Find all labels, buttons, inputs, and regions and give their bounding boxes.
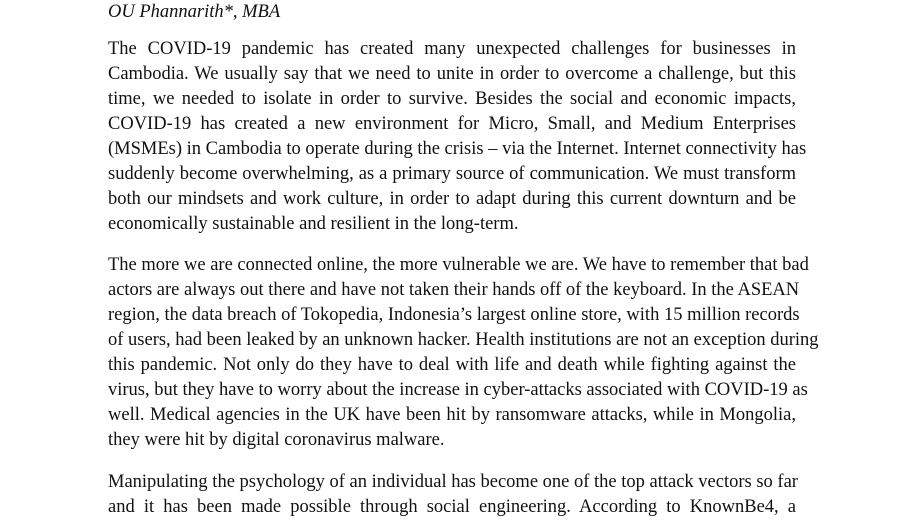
paragraph-line: of users, had been leaked by an unknown hacker. Health institutions are not an exception during xyxy=(108,330,819,350)
paragraph-line: economically sustainable and resilient in the long-term. xyxy=(108,214,519,234)
paragraph-line: virus, but they have to worry about the increase in cyber-attacks associated with COVID-19 as xyxy=(108,380,808,400)
author-byline: OU Phannarith*, MBA xyxy=(108,2,281,22)
paragraph-line: The more we are connected online, the more vulnerable we are. We have to remember that bad xyxy=(108,255,809,275)
paragraph-line: suddenly become overwhelming, as a primary source of communication. We must transform xyxy=(108,164,796,184)
paragraph-1 xyxy=(108,37,807,237)
paragraph-line: (MSMEs) in Cambodia to operate during the crisis – via the Internet. Internet connectivity has xyxy=(108,139,807,159)
paragraph-line: COVID-19 has created a new environment for Micro, Small, and Medium Enterprises xyxy=(108,114,796,134)
paragraph-line: this pandemic. Not only do they have to deal with life and death while fighting against the xyxy=(108,355,796,375)
paragraph-line: The COVID-19 pandemic has created many unexpected challenges for businesses in xyxy=(108,39,796,59)
paragraph-line: Manipulating the psychology of an individual has become one of the top attack vectors so far xyxy=(108,472,798,492)
paragraph-line: region, the data breach of Tokopedia, Indonesia’s largest online store, with 15 million records xyxy=(108,305,800,325)
paragraph-line: time, we needed to isolate in order to survive. Besides the social and economic impacts, xyxy=(108,89,796,109)
paragraph-line: well. Medical agencies in the UK have been hit by ransomware attacks, while in Mongolia, xyxy=(108,405,796,425)
paragraph-3 xyxy=(108,470,796,520)
paragraph-line: and it has been made possible through social engineering. According to KnownBe4, a xyxy=(108,497,796,517)
paragraph-line: they were hit by digital coronavirus malware. xyxy=(108,430,445,450)
paragraph-2 xyxy=(108,253,819,453)
paragraph-line: actors are always out there and have not taken their hands off of the keyboard. In the ASEAN xyxy=(108,280,800,300)
paragraph-line: both our mindsets and work culture, in order to adapt during this current downturn and be xyxy=(108,189,796,209)
paragraph-line: Cambodia. We usually say that we need to unite in order to overcome a challenge, but this xyxy=(108,64,796,84)
